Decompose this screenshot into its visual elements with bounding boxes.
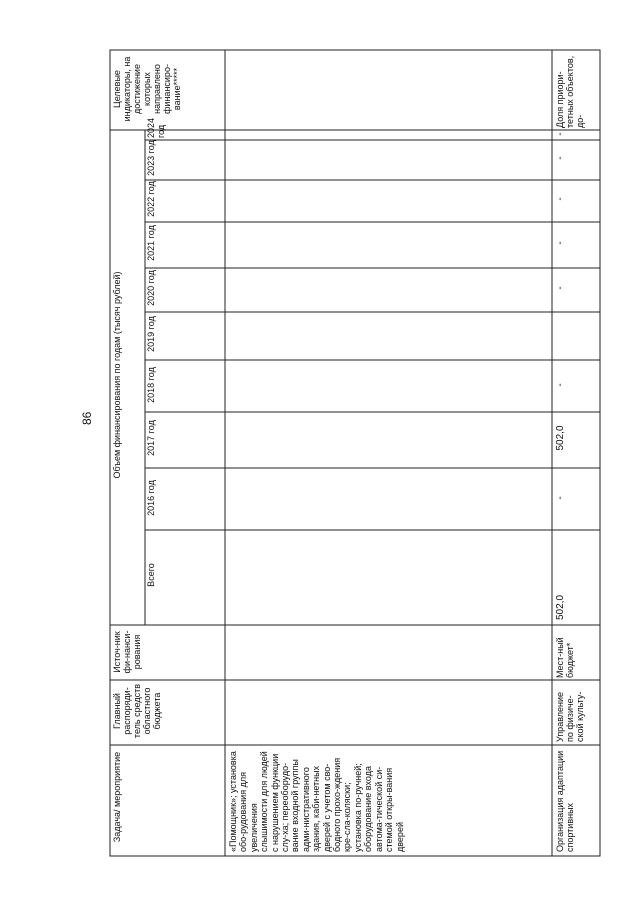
row1-task: «Помощник»; установка обо-рудования для увеличения слышимости для людей с нарушением функции слу-ха; переоборудо-вание входной группы адми-нистративного здания, каби-нетных дверей с учетом сво-бодного прохо-ждения кре-сла-коляски; установка по-ручней; оборудование входа автома-тической си-стемой откры-вания дверей xyxy=(228,751,405,852)
year-2019-label: 2019 год xyxy=(146,316,156,352)
row2-y2020: - xyxy=(555,286,566,290)
header-target-label: Целевые индикаторы, на достижение которых направлено финансиро-вание***** xyxy=(112,56,182,122)
year-2018-label: 2018 год xyxy=(146,367,156,403)
year-2016-label: 2016 год xyxy=(146,480,156,516)
row2-y2016: - xyxy=(555,496,566,500)
header-funding-label: Объем финансирования по годам (тысяч рублей) xyxy=(112,271,122,479)
row2-executor: Управление по физиче-ской культу- xyxy=(555,691,585,742)
year-2024-label: 2024 год xyxy=(146,117,166,138)
row2-target: Доля приори-тетных объектов, до- xyxy=(555,55,585,128)
row2-y2021: - xyxy=(555,241,566,245)
row2-y2024: - xyxy=(555,132,566,136)
year-2021-label: 2021 год xyxy=(146,225,156,261)
year-2020-label: 2020 год xyxy=(146,270,156,306)
row2-source: Мест-ный бюджет* xyxy=(555,637,575,678)
header-total-label: Всего xyxy=(146,563,156,587)
page-number: 86 xyxy=(80,411,94,425)
row2-y2018: - xyxy=(555,383,566,387)
year-2022-label: 2022 год xyxy=(146,181,156,217)
year-2017-label: 2017 год xyxy=(146,420,156,456)
header-source-label: Источ-ник фи-нанси-рования xyxy=(112,630,142,674)
header-task-label: Задача/ мероприятие xyxy=(112,751,122,843)
year-2023-label: 2023 год xyxy=(146,140,156,176)
row2-y2017: 502,0 xyxy=(555,425,566,451)
row2-y2023: - xyxy=(555,156,566,160)
row2-total: 502,0 xyxy=(555,594,566,620)
row2-task: Организация адаптации спортивных xyxy=(555,750,575,852)
header-executor-label: Главный распоряди-тель средств областного бюджета xyxy=(112,683,162,739)
row2-y2022: - xyxy=(555,197,566,201)
